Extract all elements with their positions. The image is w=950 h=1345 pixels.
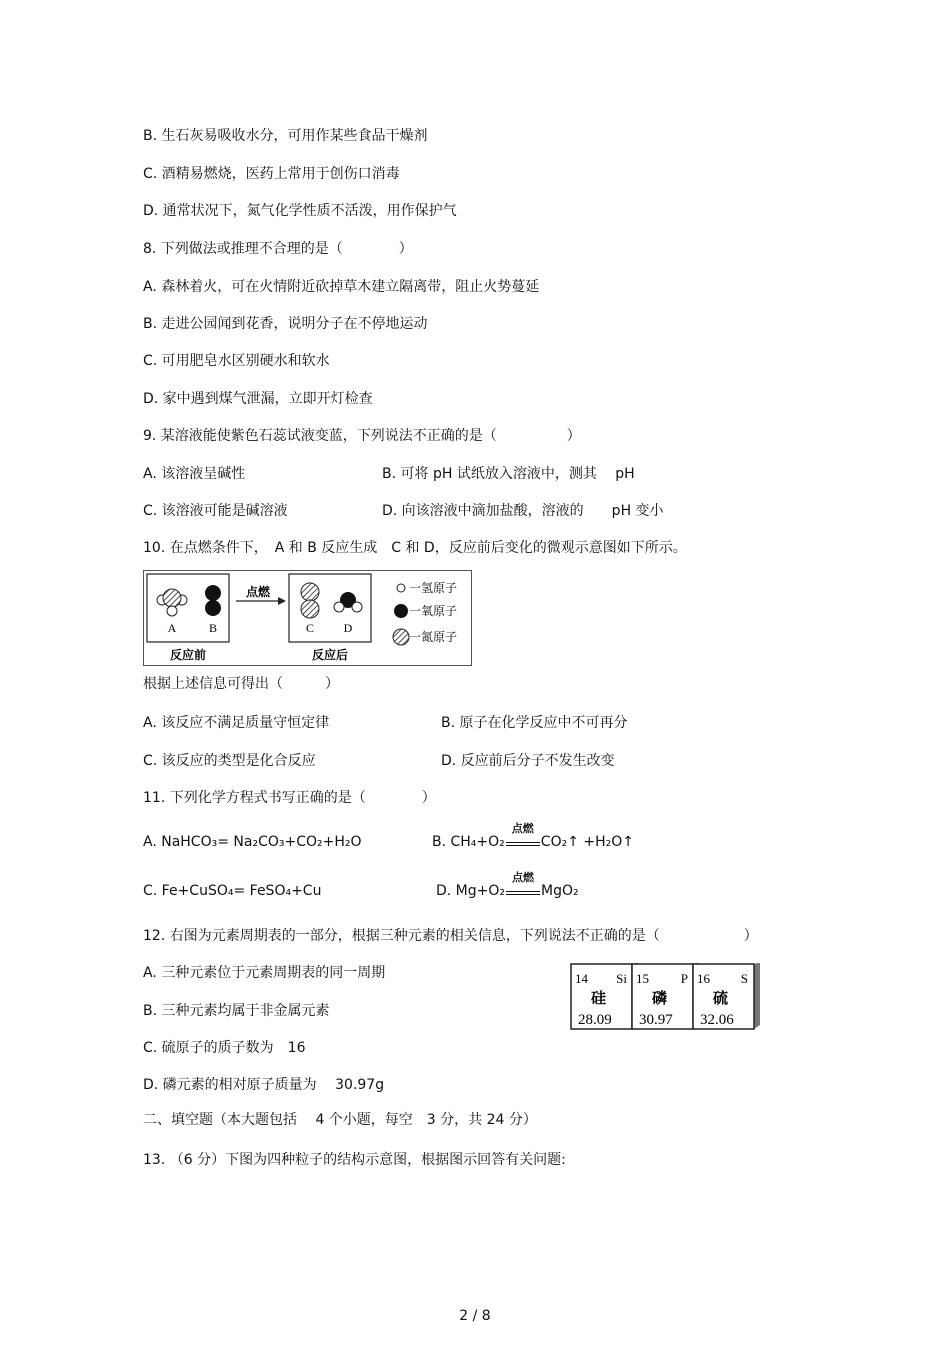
q11-d-reactants: D. Mg+O₂ (436, 883, 506, 899)
element-mass: 30.97 (639, 1012, 673, 1028)
q9-stem: 9. 某溶液能使紫色石蕊试液变蓝，下列说法不正确的是（ ） (143, 428, 581, 444)
q12-option-d: D. 磷元素的相对原子质量为 30.97g (143, 1077, 385, 1093)
element-name: 磷 (652, 989, 668, 1007)
q8-option-a: A. 森林着火，可在火情附近砍掉草木建立隔离带，阻止火势蔓延 (143, 279, 540, 295)
element-number: 15 (636, 971, 649, 986)
element-mass: 28.09 (578, 1012, 612, 1028)
q9-option-b: B. 可将 pH 试纸放入溶液中，测其 pH (382, 466, 635, 482)
q11-option-a: A. NaHCO₃= Na₂CO₃+CO₂+H₂O (143, 834, 362, 850)
q10-option-c: C. 该反应的类型是化合反应 (143, 753, 316, 769)
arrow-label: 点燃 (245, 585, 271, 599)
condition-label: 点燃 (511, 822, 534, 835)
q8-option-c: C. 可用肥皂水区别硬水和软水 (143, 353, 330, 369)
element-mass: 32.06 (700, 1012, 734, 1028)
q7-option-d: D. 通常状况下，氮气化学性质不活泼，用作保护气 (143, 203, 457, 219)
periodic-table-excerpt (570, 963, 762, 1037)
q11-b-products: CO₂↑ +H₂O↑ (540, 834, 635, 850)
section-heading: 二、填空题（本大题包括 4 个小题，每空 3 分，共 24 分） (143, 1112, 537, 1128)
reaction-condition (506, 871, 540, 895)
q12-option-b: B. 三种元素均属于非金属元素 (143, 1003, 330, 1019)
q11-option-d (436, 871, 579, 900)
caption-before: 反应前 (169, 648, 207, 662)
q9-option-a: A. 该溶液呈碱性 (143, 466, 246, 482)
element-symbol: P (680, 971, 688, 986)
q8-option-d: D. 家中遇到煤气泄漏，立即开灯检查 (143, 391, 373, 407)
q12-option-c: C. 硫原子的质子数为 16 (143, 1040, 306, 1056)
q10-option-b: B. 原子在化学反应中不可再分 (441, 715, 628, 731)
q11-option-c: C. Fe+CuSO₄= FeSO₄+Cu (143, 883, 322, 899)
page-number: 2 / 8 (459, 1308, 491, 1324)
label-d: D (343, 621, 353, 635)
q11-stem: 11. 下列化学方程式书写正确的是（ ） (143, 790, 436, 806)
q10-option-d: D. 反应前后分子不发生改变 (441, 753, 615, 769)
q10-option-a: A. 该反应不满足质量守恒定律 (143, 715, 330, 731)
element-name: 硅 (591, 989, 607, 1007)
q10-stem: 10. 在点燃条件下， A 和 B 反应生成 C 和 D，反应前后变化的微观示意图如下所示。 (143, 540, 687, 556)
element-number: 16 (697, 971, 710, 986)
q12-option-a: A. 三种元素位于元素周期表的同一周期 (143, 965, 386, 981)
label-a: A (167, 621, 177, 635)
q12-stem: 12. 右图为元素周期表的一部分，根据三种元素的相关信息，下列说法不正确的是（ ） (143, 928, 758, 944)
legend-nitrogen: 一氮原子 (409, 630, 458, 644)
element-number: 14 (575, 971, 588, 986)
q13-stem: 13. （6 分）下图为四种粒子的结构示意图，根据图示回答有关问题: (143, 1152, 566, 1168)
q7-option-c: C. 酒精易燃烧，医药上常用于创伤口消毒 (143, 166, 400, 182)
q10-lead: 根据上述信息可得出（ ） (143, 676, 339, 692)
q8-option-b: B. 走进公园闻到花香，说明分子在不停地运动 (143, 316, 428, 332)
q7-option-b: B. 生石灰易吸收水分，可用作某些食品干燥剂 (143, 128, 428, 144)
legend-oxygen: 一氧原子 (409, 604, 458, 618)
reaction-diagram (143, 570, 473, 670)
reaction-condition (506, 822, 540, 846)
q9-option-c: C. 该溶液可能是碱溶液 (143, 503, 288, 519)
condition-label: 点燃 (512, 871, 535, 884)
element-symbol: S (740, 971, 748, 986)
element-symbol: Si (616, 971, 627, 986)
q9-option-d: D. 向该溶液中滴加盐酸，溶液的 pH 变小 (382, 503, 664, 519)
element-name: 硫 (713, 989, 729, 1007)
caption-after: 反应后 (311, 648, 349, 662)
q8-stem: 8. 下列做法或推理不合理的是（ ） (143, 241, 413, 257)
legend-hydrogen: 一氢原子 (409, 581, 458, 595)
label-c: C (305, 621, 315, 635)
q11-d-products: MgO₂ (541, 883, 579, 899)
label-b: B (208, 621, 218, 635)
q11-option-b (432, 822, 635, 851)
q11-b-reactants: B. CH₄+O₂ (432, 834, 505, 850)
